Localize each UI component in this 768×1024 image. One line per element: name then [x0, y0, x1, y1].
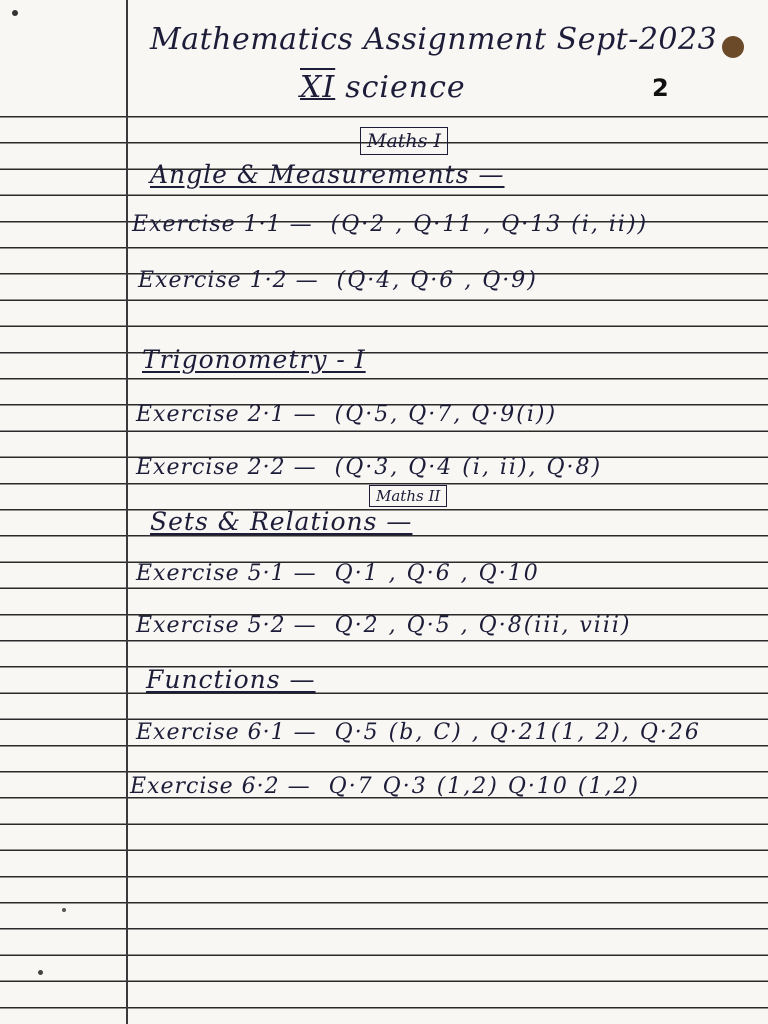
assignment-title: Mathematics Assignment Sept-2023	[150, 22, 718, 57]
exercise-questions: Q·1 , Q·6 , Q·10	[334, 561, 540, 586]
exercise-label: Exercise 5·1 —	[136, 561, 317, 586]
exercise-line	[136, 455, 602, 480]
paper-speck	[12, 10, 18, 16]
paper-speck	[62, 908, 66, 912]
page-number: 2	[652, 74, 669, 102]
exercise-questions: (Q·4, Q·6 , Q·9)	[336, 268, 538, 293]
exercise-line	[136, 720, 701, 745]
exercise-label: Exercise 1·2 —	[138, 268, 319, 293]
exercise-label: Exercise 6·1 —	[136, 720, 317, 745]
section-label-maths-1: Maths I	[360, 127, 448, 155]
exercise-label: Exercise 5·2 —	[136, 613, 317, 638]
exercise-line	[130, 774, 640, 799]
exercise-line	[138, 268, 538, 293]
exercise-line	[136, 613, 632, 638]
exercise-questions: (Q·5, Q·7, Q·9(i))	[334, 402, 558, 427]
class-word: science	[345, 70, 466, 105]
exercise-label: Exercise 2·2 —	[136, 455, 317, 480]
exercise-questions: Q·5 (b, C) , Q·21(1, 2), Q·26	[334, 720, 701, 745]
exercise-label: Exercise 1·1 —	[132, 212, 313, 237]
chapter-title-sets-relations: Sets & Relations —	[150, 507, 413, 536]
chapter-title-angle-measurements: Angle & Measurements —	[150, 160, 505, 189]
class-roman: XI	[300, 70, 336, 105]
exercise-line	[136, 561, 540, 586]
ink-blot	[722, 36, 744, 58]
exercise-questions: (Q·3, Q·4 (i, ii), Q·8)	[334, 455, 603, 480]
exercise-questions: (Q·2 , Q·11 , Q·13 (i, ii))	[330, 212, 649, 237]
exercise-questions: Q·7 Q·3 (1,2) Q·10 (1,2)	[328, 774, 641, 799]
chapter-title-functions: Functions —	[146, 665, 316, 694]
class-subtitle	[300, 70, 466, 105]
chapter-title-trigonometry: Trigonometry - I	[142, 345, 366, 374]
exercise-label: Exercise 2·1 —	[136, 402, 317, 427]
exercise-label: Exercise 6·2 —	[130, 774, 311, 799]
paper-speck	[38, 970, 43, 975]
exercise-line	[136, 402, 557, 427]
section-label-maths-2: Maths II	[369, 485, 447, 507]
exercise-questions: Q·2 , Q·5 , Q·8(iii, viii)	[334, 613, 632, 638]
margin-line	[126, 0, 128, 1024]
exercise-line	[132, 212, 648, 237]
